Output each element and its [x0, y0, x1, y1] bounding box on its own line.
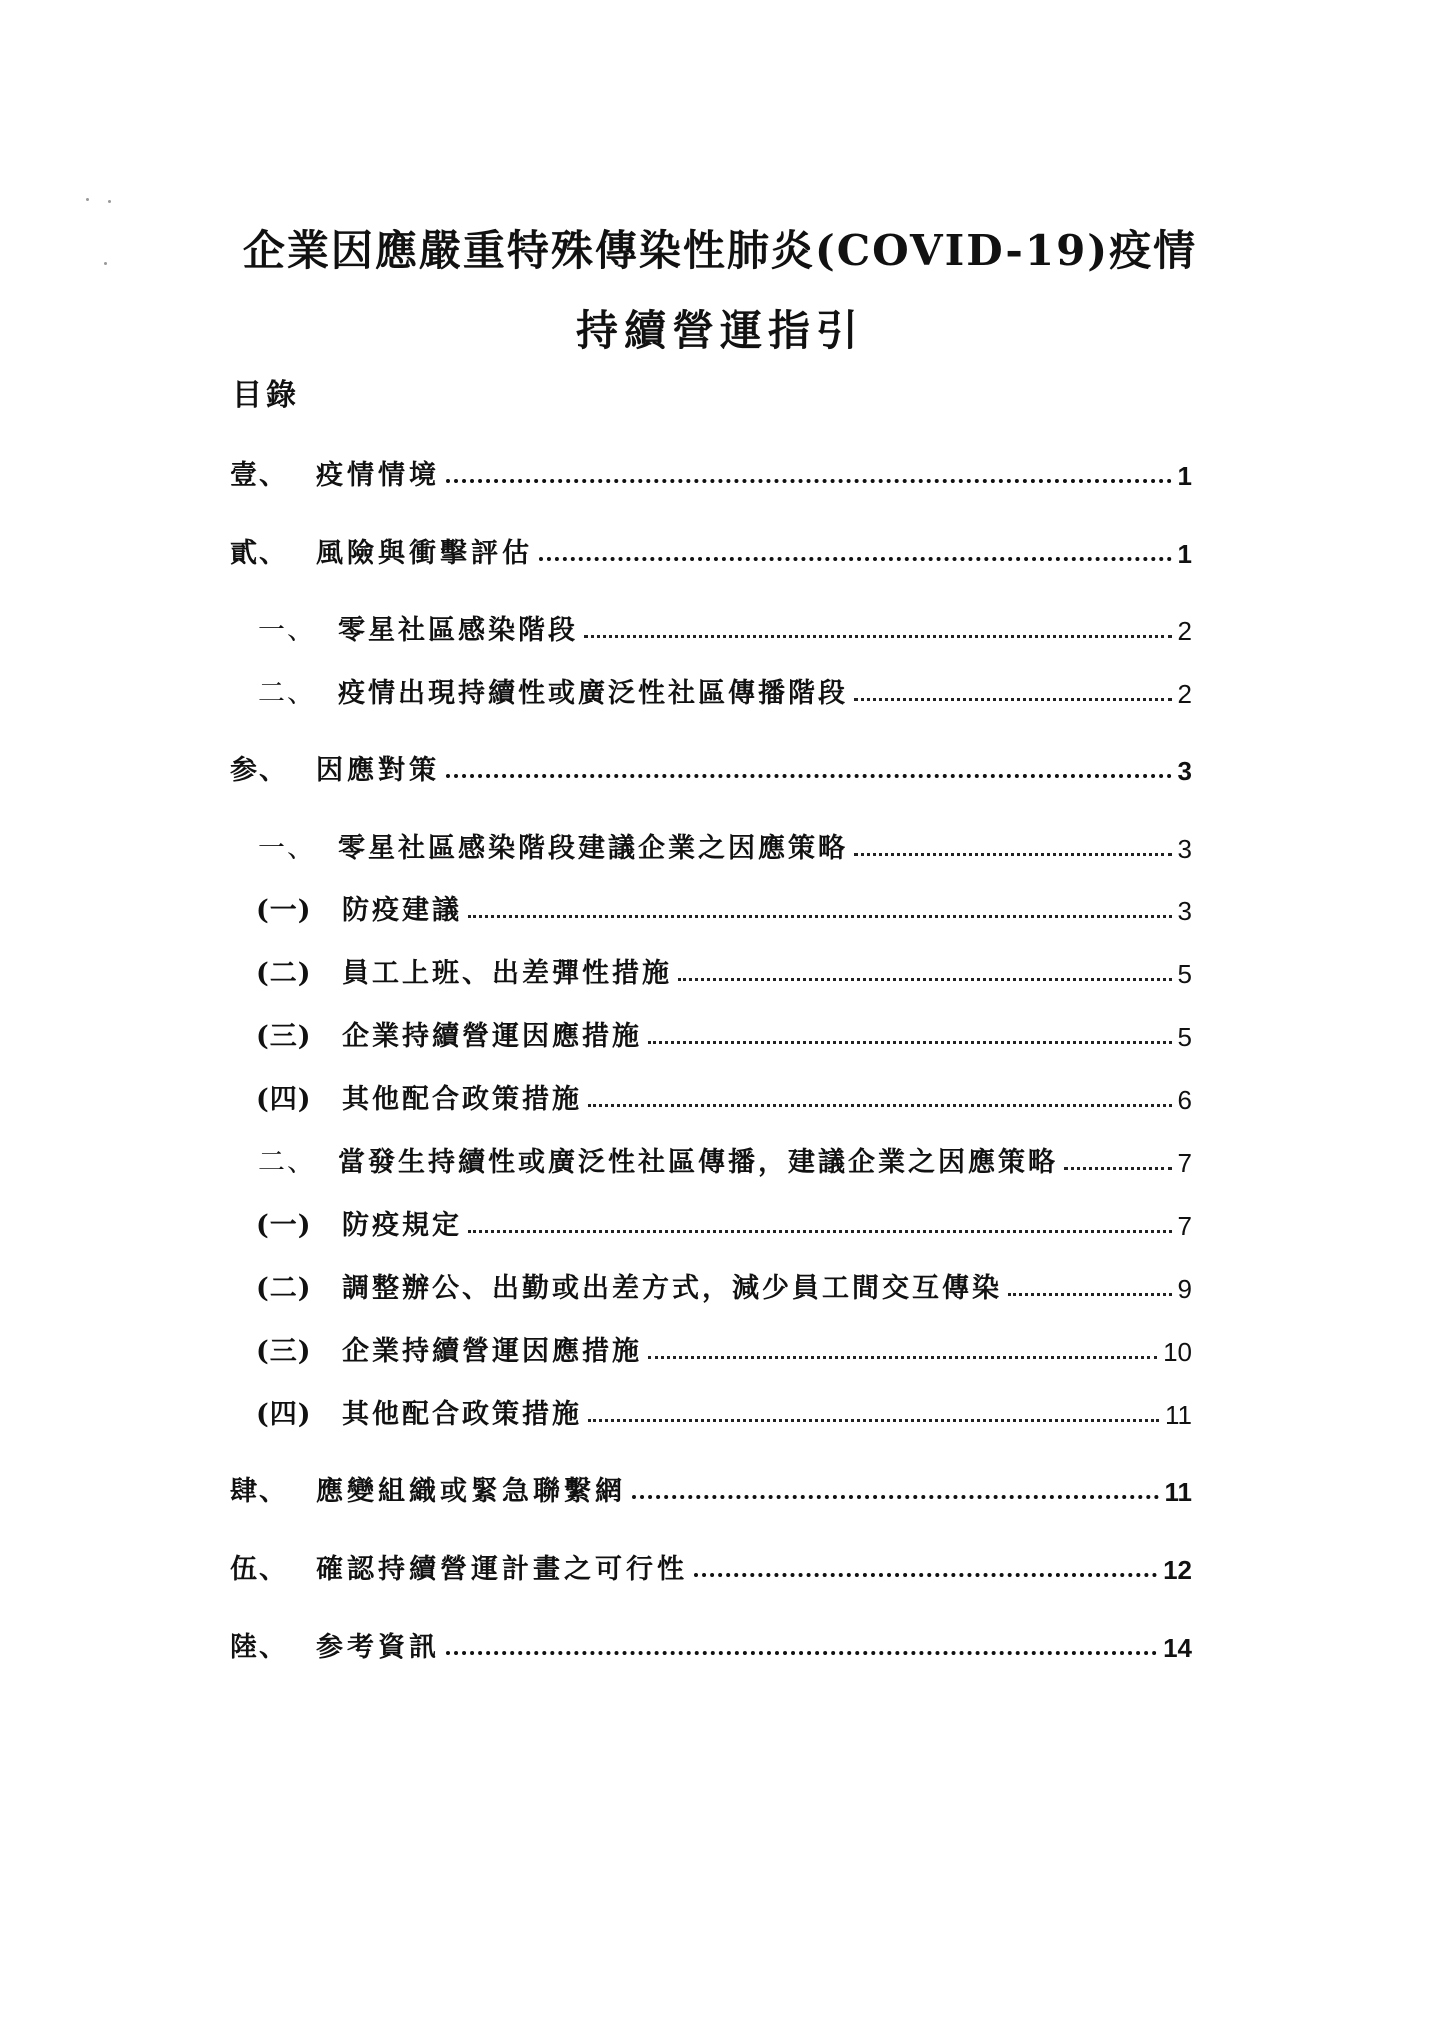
toc-entry-title: 應變組織或緊急聯繫網	[316, 1476, 626, 1507]
toc-entry-number: (二)	[256, 958, 312, 989]
dot-leader	[678, 978, 1172, 981]
toc-entry-number: (三)	[256, 1021, 312, 1052]
dot-leader	[632, 1495, 1159, 1499]
toc-entry-title: 其他配合政策措施	[342, 1084, 582, 1115]
toc-entry[interactable]	[256, 887, 1192, 927]
toc-entry[interactable]	[258, 607, 1192, 647]
toc-entry-number: (三)	[256, 1336, 312, 1367]
toc-entry-title: 其他配合政策措施	[342, 1399, 582, 1430]
toc-entry[interactable]	[258, 1139, 1192, 1179]
dot-leader	[854, 853, 1172, 856]
toc-entry[interactable]	[256, 1391, 1192, 1431]
toc-entry-page: 3	[1177, 834, 1192, 864]
toc-entry[interactable]	[256, 1076, 1192, 1116]
toc-entry-title: 零星社區感染階段	[338, 615, 578, 646]
toc-entry-title: 参考資訊	[316, 1632, 440, 1663]
toc-entry[interactable]	[258, 670, 1192, 710]
toc-entry[interactable]	[230, 530, 1192, 570]
dot-leader	[584, 635, 1172, 638]
document-title-line-1: 企業因應嚴重特殊傳染性肺炎(COVID-19)疫情	[242, 226, 1198, 275]
toc-entry-number: 壹、	[230, 460, 288, 491]
dot-leader	[539, 557, 1172, 561]
toc-entry-page: 11	[1165, 1400, 1192, 1430]
toc-entry-page: 7	[1177, 1211, 1192, 1241]
toc-entry-title: 風險與衝擊評估	[316, 538, 533, 569]
toc-entry-page: 9	[1177, 1274, 1192, 1304]
toc-entry-page: 2	[1177, 616, 1192, 646]
dot-leader	[648, 1041, 1172, 1044]
toc-entry[interactable]	[230, 1624, 1192, 1664]
toc-entry[interactable]	[230, 452, 1192, 492]
toc-entry[interactable]	[256, 1265, 1192, 1305]
toc-entry-title: 防疫建議	[342, 895, 462, 926]
toc-entry-page: 12	[1163, 1555, 1192, 1585]
toc-entry-number: 一、	[258, 833, 316, 864]
toc-entry-number: 伍、	[230, 1554, 288, 1585]
toc-entry-page: 14	[1163, 1633, 1192, 1663]
toc-entry-page: 11	[1164, 1477, 1192, 1507]
toc-entry[interactable]	[230, 1546, 1192, 1586]
toc-entry-title: 因應對策	[316, 755, 440, 786]
toc-entry[interactable]	[256, 1328, 1192, 1368]
dot-leader	[468, 1230, 1172, 1233]
dot-leader	[446, 1651, 1157, 1655]
dot-leader	[694, 1573, 1157, 1577]
dot-leader	[588, 1104, 1172, 1107]
toc-entry-number: (四)	[256, 1399, 312, 1430]
toc-entry-title: 當發生持續性或廣泛性社區傳播，建議企業之因應策略	[338, 1147, 1058, 1178]
toc-entry-page: 3	[1177, 896, 1192, 926]
toc-entry[interactable]	[230, 747, 1192, 787]
dot-leader	[1008, 1293, 1172, 1296]
toc-entry-page: 1	[1177, 539, 1192, 569]
toc-entry[interactable]	[230, 1468, 1192, 1508]
dot-leader	[446, 479, 1172, 483]
toc-entry[interactable]	[256, 950, 1192, 990]
toc-entry-page: 7	[1177, 1148, 1192, 1178]
document-title-line-2: 持續營運指引	[575, 306, 864, 355]
toc-entry-page: 2	[1177, 679, 1192, 709]
dot-leader	[446, 774, 1172, 778]
toc-entry-number: (一)	[256, 895, 312, 926]
toc-entry-number: (四)	[256, 1084, 312, 1115]
toc-heading: 目錄	[232, 378, 300, 413]
dot-leader	[468, 915, 1172, 918]
toc-entry-page: 5	[1177, 959, 1192, 989]
toc-entry-title: 企業持續營運因應措施	[342, 1021, 642, 1052]
toc-entry-page: 1	[1177, 461, 1192, 491]
toc-entry-title: 防疫規定	[342, 1210, 462, 1241]
toc-entry-title: 企業持續營運因應措施	[342, 1336, 642, 1367]
dot-leader	[648, 1356, 1157, 1359]
toc-entry-number: 二、	[258, 678, 316, 709]
toc-entry-number: (一)	[256, 1210, 312, 1241]
toc-entry[interactable]	[258, 825, 1192, 865]
toc-entry[interactable]	[256, 1202, 1192, 1242]
toc-entry-title: 員工上班、出差彈性措施	[342, 958, 672, 989]
toc-entry-page: 10	[1163, 1337, 1192, 1367]
toc-entry-number: 二、	[258, 1147, 316, 1178]
toc-entry-number: 参、	[230, 755, 288, 786]
dot-leader	[1064, 1167, 1172, 1170]
toc-entry-title: 調整辦公、出勤或出差方式，減少員工間交互傳染	[342, 1273, 1002, 1304]
toc-entry-number: 貳、	[230, 538, 288, 569]
toc-entry-number: 一、	[258, 615, 316, 646]
toc-entry-title: 疫情出現持續性或廣泛性社區傳播階段	[338, 678, 848, 709]
toc-entry-number: (二)	[256, 1273, 312, 1304]
toc-entry-number: 肆、	[230, 1476, 288, 1507]
toc-entry-page: 6	[1177, 1085, 1192, 1115]
dot-leader	[588, 1419, 1159, 1422]
toc-entry-title: 確認持續營運計畫之可行性	[316, 1554, 688, 1585]
toc-entry-page: 5	[1177, 1022, 1192, 1052]
toc-entry-title: 零星社區感染階段建議企業之因應策略	[338, 833, 848, 864]
dot-leader	[854, 698, 1172, 701]
toc-entry-number: 陸、	[230, 1632, 288, 1663]
toc-entry-title: 疫情情境	[316, 460, 440, 491]
toc-entry-page: 3	[1177, 756, 1192, 786]
toc-entry[interactable]	[256, 1013, 1192, 1053]
